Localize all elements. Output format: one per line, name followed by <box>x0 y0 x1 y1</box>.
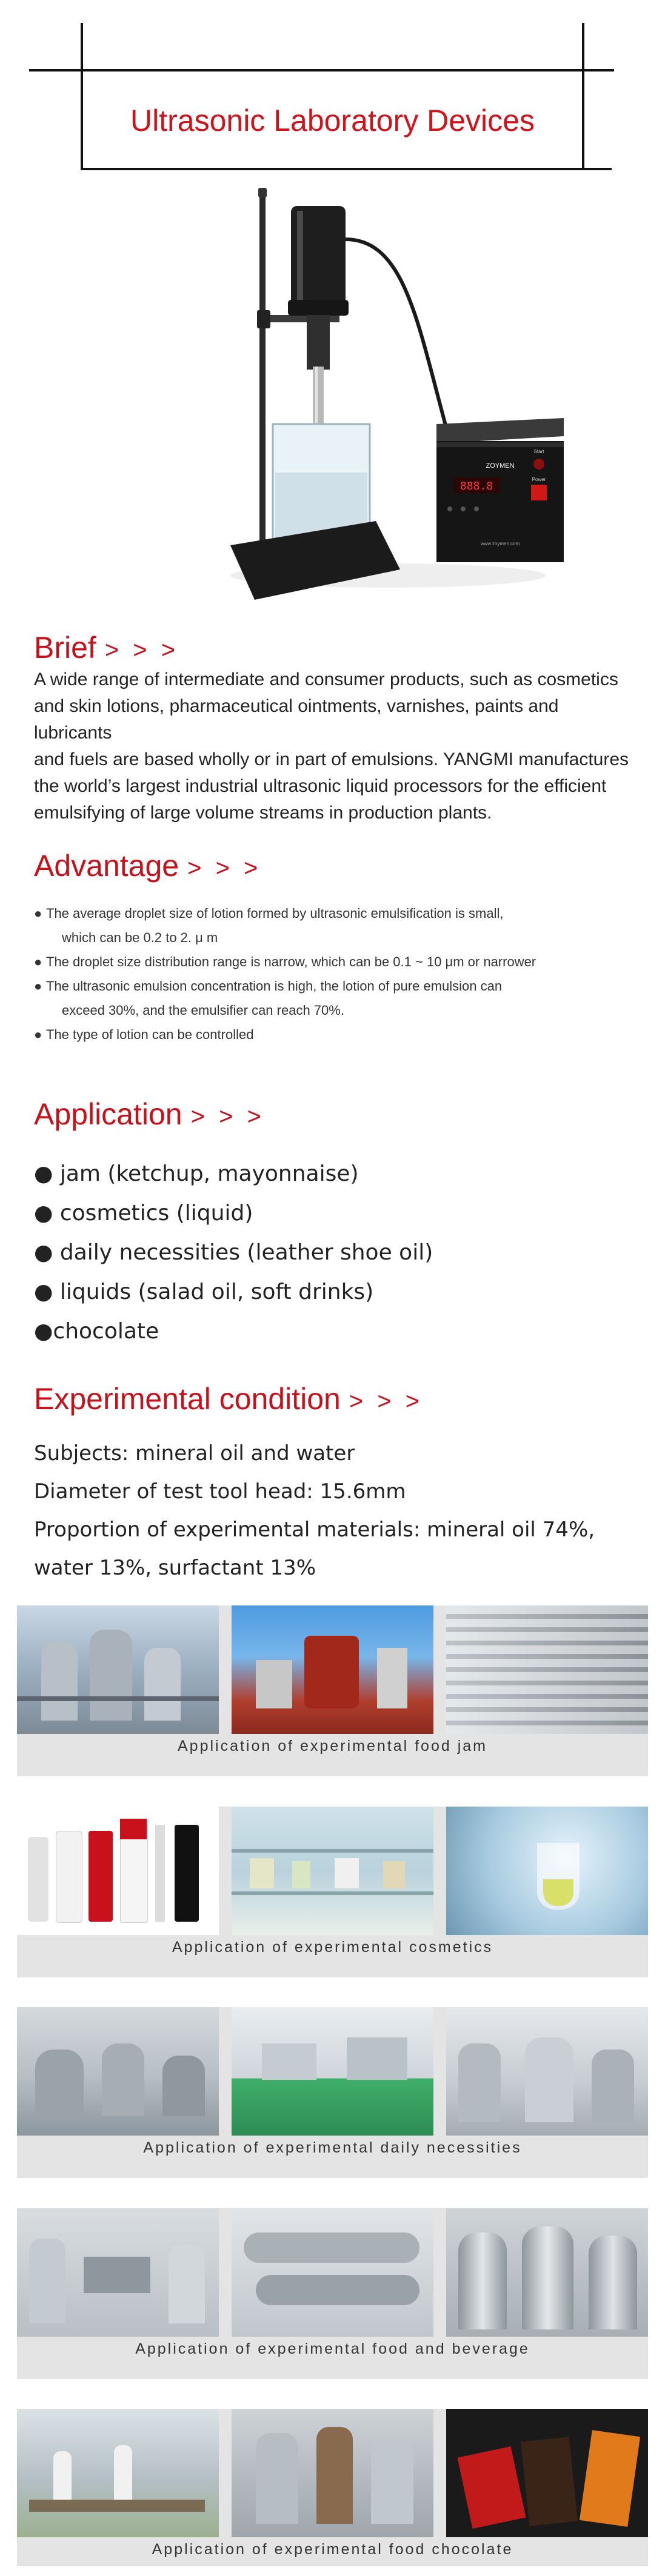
advantage-heading-text: Advantage <box>34 849 179 883</box>
list-item: ● cosmetics (liquid) <box>34 1201 253 1226</box>
gallery-image-steel-tanks <box>446 2208 648 2337</box>
list-item: ● The droplet size distribution range is narrow, which can be 0.1 ~ 10 μm or narrower <box>34 950 640 974</box>
frame-line-top <box>29 69 614 71</box>
gallery-image-chocolate-tanks <box>232 2409 433 2537</box>
gallery-image-lab-flask <box>446 1807 648 1935</box>
gallery-image-factory-hall <box>17 2007 219 2136</box>
advantage-list <box>34 901 640 1047</box>
device-display: 888.8 <box>459 480 493 493</box>
gallery-image-chocolate-packs <box>446 2409 648 2537</box>
brief-heading-text: Brief <box>34 631 96 665</box>
device-power-label: Power <box>532 477 546 482</box>
frame-line-left <box>81 23 83 168</box>
gallery-image-cosmetic-bottles <box>17 1807 219 1935</box>
gallery-caption: Application of experimental food jam <box>177 1738 487 1754</box>
list-item: ● daily necessities (leather shoe oil) <box>34 1240 433 1265</box>
gallery-caption: Application of experimental cosmetics <box>172 1939 493 1956</box>
bullet-icon: ● <box>34 954 42 969</box>
list-item: ● The type of lotion can be controlled <box>34 1023 640 1047</box>
experimental-line: water 13%, surfactant 13% <box>34 1556 316 1580</box>
brief-line: A wide range of intermediate and consumer products, such as cosmetics <box>34 669 618 689</box>
gallery-image-chocolate-workers <box>17 2409 219 2537</box>
application-heading-text: Application <box>34 1097 182 1131</box>
device-brand: ZOYMEN <box>486 462 515 470</box>
brief-line: emulsifying of large volume streams in production plants. <box>34 803 492 823</box>
application-list <box>34 1154 433 1351</box>
gallery-image-plant-tanks <box>17 1605 219 1734</box>
experimental-text <box>34 1435 640 1587</box>
page-title: Ultrasonic Laboratory Devices <box>130 104 535 138</box>
gallery-caption: Application of experimental daily necessities <box>143 2139 522 2156</box>
list-item: ● The ultrasonic emulsion concentration is high, the lotion of pure emulsion can <box>34 974 640 998</box>
experimental-line: Subjects: mineral oil and water <box>34 1441 355 1466</box>
device-knob-label: Start <box>533 449 544 454</box>
gallery-image-tomato-plant <box>232 1605 433 1734</box>
brief-heading <box>34 630 179 665</box>
advantage-arrows: > > > <box>187 855 262 881</box>
experimental-arrows: > > > <box>349 1388 424 1415</box>
frame-line-bottom <box>81 168 612 170</box>
bullet-icon: ● <box>34 978 42 994</box>
list-item-continued: which can be 0.2 to 2. μ m <box>62 930 218 945</box>
list-item: ● The average droplet size of lotion formed by ultrasonic emulsification is small, <box>34 901 640 926</box>
gallery-image-tank-room <box>446 2007 648 2136</box>
brief-line: and skin lotions, pharmaceutical ointments, varnishes, paints and lubricants <box>34 696 559 743</box>
gallery-image-horizontal-tanks <box>232 2208 433 2337</box>
bullet-icon: ● <box>34 906 42 921</box>
gallery-image-pipes <box>446 1605 648 1734</box>
brief-arrows: > > > <box>104 637 179 663</box>
bullet-icon: ● <box>34 1027 42 1042</box>
application-arrows: > > > <box>190 1103 265 1130</box>
gallery-image-green-floor-plant <box>232 2007 433 2136</box>
advantage-heading <box>34 848 261 883</box>
brief-text <box>34 666 634 826</box>
experimental-heading-text: Experimental condition <box>34 1382 341 1416</box>
frame-line-right <box>582 23 584 168</box>
gallery-caption: Application of experimental food chocolate <box>152 2541 513 2558</box>
list-item: ●chocolate <box>34 1319 159 1344</box>
application-heading <box>34 1097 265 1132</box>
list-item: ● jam (ketchup, mayonnaise) <box>34 1161 359 1186</box>
brief-line: the world’s largest industrial ultrasonic liquid processors for the efficient <box>34 776 607 796</box>
device-site: www.zoymen.com <box>480 541 520 546</box>
experimental-heading <box>34 1381 423 1416</box>
experimental-line: Proportion of experimental materials: mineral oil 74%, <box>34 1518 595 1542</box>
gallery-image-lab-shelves <box>232 1807 433 1935</box>
brief-line: and fuels are based wholly or in part of emulsions. YANGMI manufactures <box>34 749 629 769</box>
gallery-caption: Application of experimental food and beverage <box>135 2340 530 2357</box>
ultrasonic-device-image <box>206 182 570 618</box>
gallery-image-beverage-line <box>17 2208 219 2337</box>
experimental-line: Diameter of test tool head: 15.6mm <box>34 1479 406 1504</box>
list-item: ● liquids (salad oil, soft drinks) <box>34 1280 374 1304</box>
list-item-continued: exceed 30%, and the emulsifier can reach 70%. <box>62 1003 344 1018</box>
